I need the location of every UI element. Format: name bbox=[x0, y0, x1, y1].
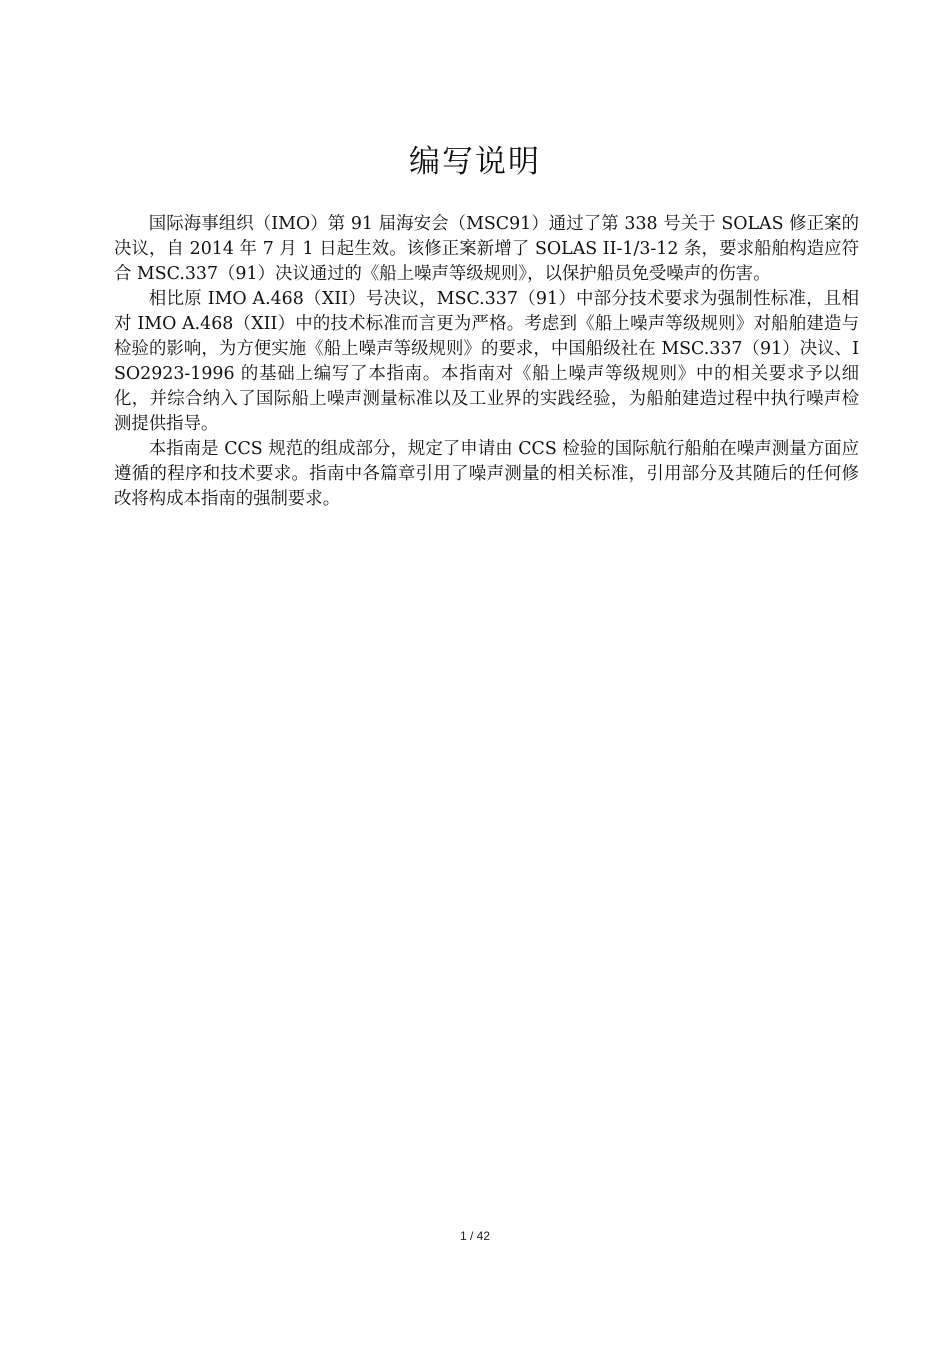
page-number: 1 / 42 bbox=[459, 1229, 491, 1243]
paragraph-3: 本指南是 CCS 规范的组成部分，规定了申请由 CCS 检验的国际航行船舶在噪声测量方面应遵循的程序和技术要求。指南中各篇章引用了噪声测量的相关标准，引用部分及其随后的任何修改将构成本指南的强制要求。 bbox=[114, 439, 859, 509]
paragraph-1: 国际海事组织（IMO）第 91 届海安会（MSC91）通过了第 338 号关于 SOLAS 修正案的决议，自 2014 年 7 月 1 日起生效。该修正案新增了 SOLAS II-1/3-12 条，要求船舶构造应符合 MSC.337（91）决议通过的《船上噪声等级规则》，以保护船员免受噪声的伤害。 bbox=[114, 214, 859, 284]
paragraph-2: 相比原 IMO A.468（XII）号决议，MSC.337（91）中部分技术要求为强制性标准，且相对 IMO A.468（XII）中的技术标准而言更为严格。考虑到《船上噪声等级规则》对船舶建造与检验的影响，为方便实施《船上噪声等级规则》的要求，中国船级社在 MSC.337（91）决议、ISO2923-1996 的基础上编写了本指南。本指南对《船上噪声等级规则》中的相关要求予以细化，并综合纳入了国际船上噪声测量标准以及工业界的实践经验，为船舶建造过程中执行噪声检测提供指导。 bbox=[114, 289, 859, 434]
document-body bbox=[114, 212, 859, 512]
page-title: 编写说明 bbox=[409, 144, 541, 180]
